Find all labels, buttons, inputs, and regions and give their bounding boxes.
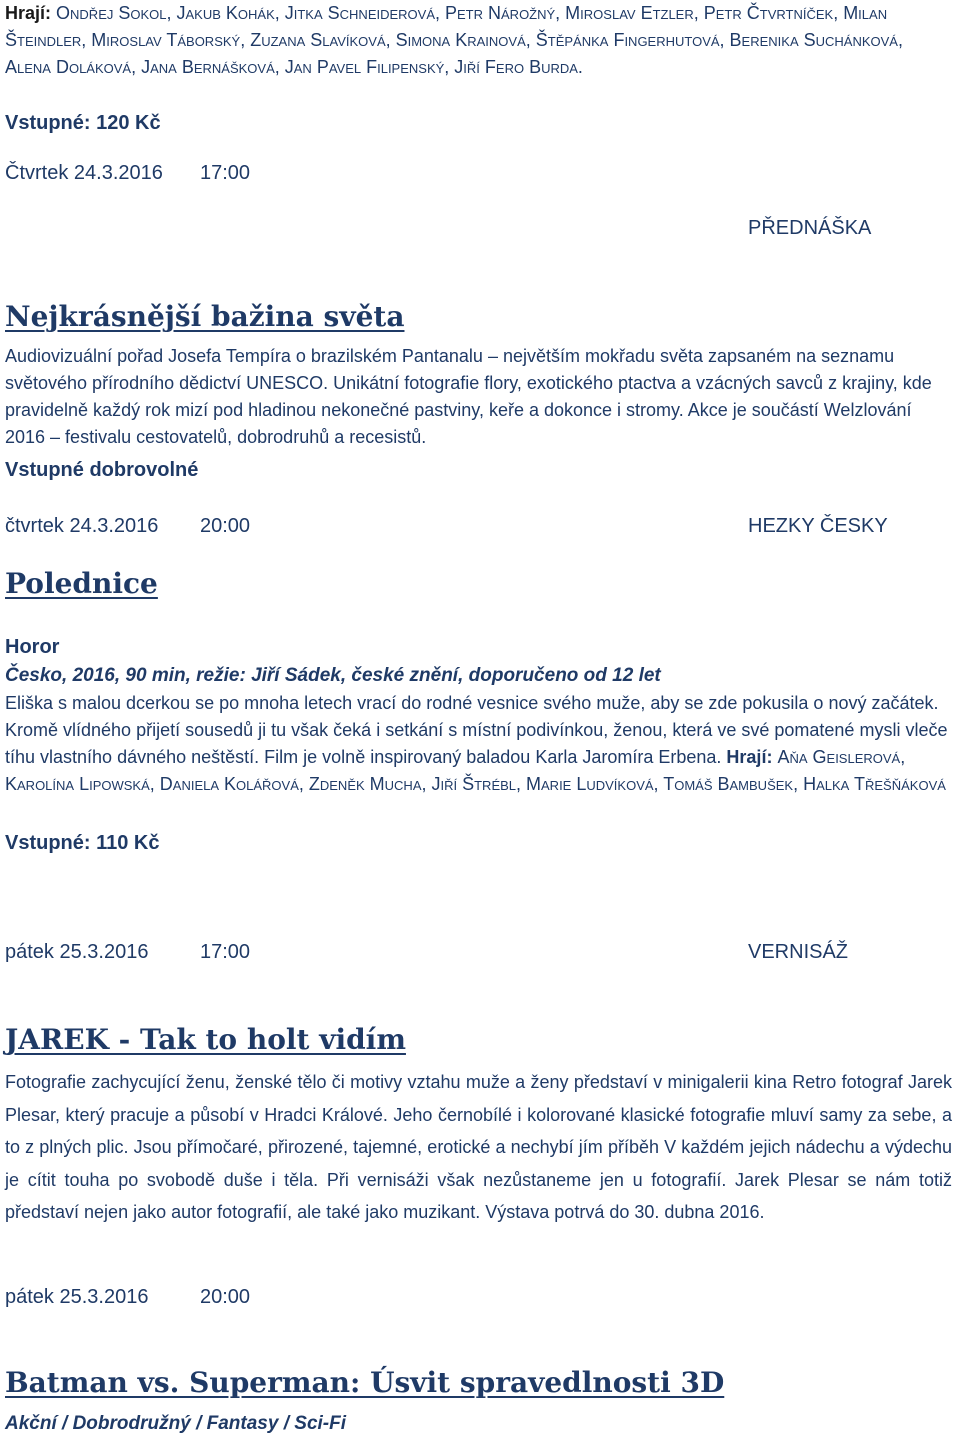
event-2-day: čtvrtek 24.3.2016 — [5, 515, 159, 537]
event-2-genre: Horor — [5, 636, 60, 658]
event-2-info: Česko, 2016, 90 min, režie: Jiří Sádek, české znění, doporučeno od 12 let — [5, 665, 661, 686]
event-1-date-row — [5, 162, 955, 190]
event-1-description: Audiovizuální pořad Josefa Tempíra o brazilském Pantanalu – největším mokřadu světa zapsaném na seznamu světového přírodního dědictví UNESCO. Unikátní fotografie flory, exotického ptactva a vzácných savců z krajiny, kde pravidelně každý rok mizí pod hladinou nekonečné pastviny, keře a dokonce i stromy. Akce je součástí Welzlování 2016 – festivalu cestovatelů, dobrodruhů a recesistů. — [5, 346, 932, 447]
event-1-category: PŘEDNÁŠKA — [748, 217, 872, 239]
event-4-title: Batman vs. Superman: Úsvit spravedlnosti 3D — [5, 1366, 725, 1399]
previous-event-cast — [5, 0, 952, 81]
event-2-title: Polednice — [5, 567, 158, 600]
event-2-time: 20:00 — [200, 515, 251, 537]
event-4-date-row — [5, 1286, 955, 1314]
event-2-description: Eliška s malou dcerkou se po mnoha letech vrací do rodné vesnice svého muže, aby se zde pokusila o nový začátek. Kromě vlídného přijetí sousedů ji tu však čeká i setkání s místní podivínkou, ženou, která ve své pomatené mysli vleče tíhu vlastního dávného neštěstí. Film je volně inspirovaný baladou Karla Jaromíra Erbena. — [5, 693, 948, 767]
event-2-admission: Vstupné: 110 Kč — [5, 832, 160, 854]
event-3-description: Fotografie zachycující ženu, ženské tělo či motivy vztahu muže a ženy představí v minigalerii kina Retro fotograf Jarek Plesar, který pracuje a působí v Hradci Králové. Jeho černobílé i kolorované klasické fotografie mluví samy za sebe, a to z plných plic. Jsou přímočaré, přirozené, tajemné, erotické a nechybí jím příběh V každém jejich nádechu a výdechu je cítit touha po svobodě duše i těla. Při vernisáži však nezůstaneme jen u fotografií. Jarek Plesar se nám totiž představí nejen jako autor fotografií, ale také jako muzikant. Výstava potrvá do 30. dubna 2016. — [5, 1072, 952, 1222]
event-2-description-block — [5, 690, 952, 798]
event-4-time: 20:00 — [200, 1286, 251, 1308]
event-2-cast-label: Hrají: — [726, 747, 773, 767]
event-3-category: VERNISÁŽ — [748, 941, 849, 963]
cast-label: Hrají: — [5, 3, 52, 23]
event-2-category: HEZKY ČESKY — [748, 515, 888, 537]
event-1-title: Nejkrásnější bažina světa — [5, 300, 405, 333]
event-2-cast-list: Aňa Geislerová, Karolína Lipowská, Daniela Kolářová, Zdeněk Mucha, Jiří Štrébl, Marie Ludvíková, Tomáš Bambušek, Halka Třešňáková — [5, 747, 946, 794]
event-3-day: pátek 25.3.2016 — [5, 941, 149, 963]
event-4-day: pátek 25.3.2016 — [5, 1286, 149, 1308]
event-3-time: 17:00 — [200, 941, 251, 963]
event-1-time: 17:00 — [200, 162, 251, 184]
cast-list: Ondřej Sokol, Jakub Kohák, Jitka Schneiderová, Petr Nárožný, Miroslav Etzler, Petr Čtvrtníček, Milan Šteindler, Miroslav Táborský, Zuzana Slavíková, Simona Krainová, Štěpánka Fingerhutová, Berenika Suchánková, Alena Doláková, Jana Bernášková, Jan Pavel Filipenský, Jiří Fero Burda. — [5, 3, 903, 77]
event-1-day: Čtvrtek 24.3.2016 — [5, 162, 163, 184]
event-4-genre: Akční / Dobrodružný / Fantasy / Sci-Fi — [5, 1413, 346, 1434]
previous-event-admission: Vstupné: 120 Kč — [5, 112, 161, 134]
event-1-admission: Vstupné dobrovolné — [5, 459, 199, 481]
event-3-title: JAREK - Tak to holt vidím — [5, 1023, 406, 1056]
